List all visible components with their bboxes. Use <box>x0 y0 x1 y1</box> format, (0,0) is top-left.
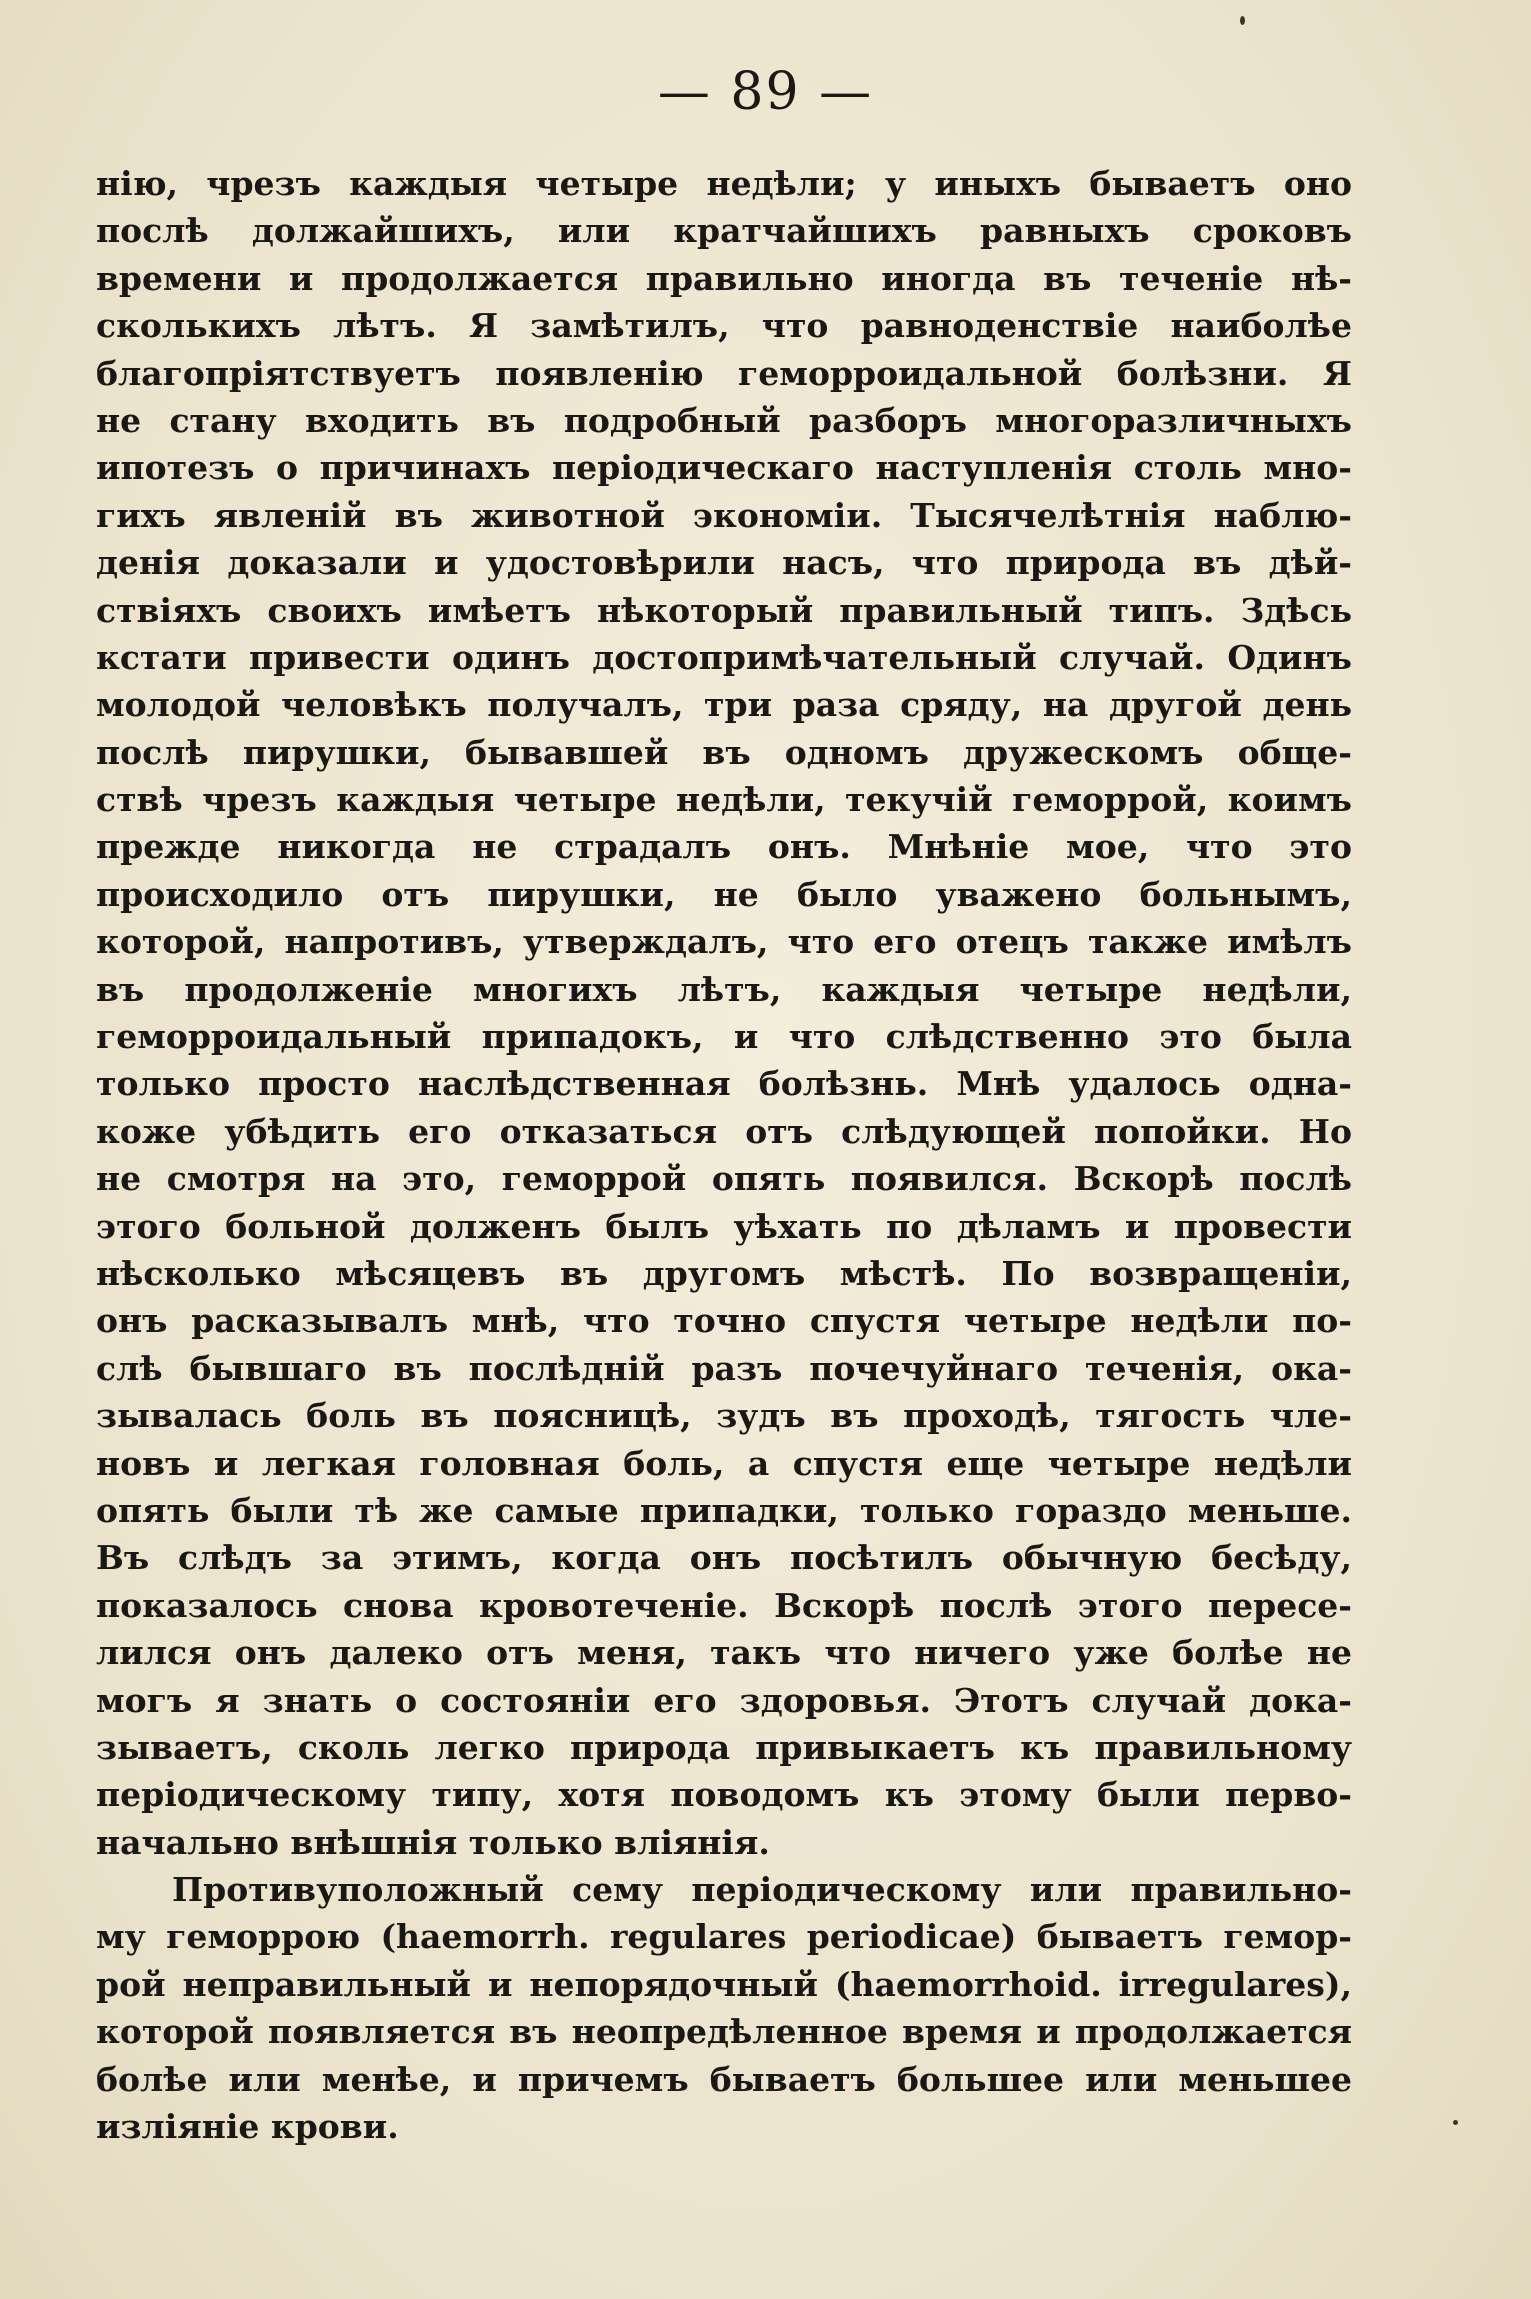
text-line: могъ я знать о состояніи его здоровья. Этотъ случай дока- <box>96 1680 1352 1720</box>
paper-speck <box>1453 2120 1458 2125</box>
text-line: зываетъ, сколь легко природа привыкаетъ къ правильному <box>96 1727 1352 1767</box>
text-line: нію, чрезъ каждыя четыре недѣли; у иныхъ бываетъ оно <box>96 164 1352 203</box>
text-line: денія доказали и удостовѣрили насъ, что природа въ дѣй- <box>96 543 1352 583</box>
text-line: этого больной долженъ былъ уѣхать по дѣламъ и провести <box>96 1206 1352 1246</box>
text-line: Противуположный сему періодическому или правильно- <box>172 1870 1352 1910</box>
text-line: Въ слѣдъ за этимъ, когда онъ посѣтилъ обычную бесѣду, <box>96 1538 1352 1578</box>
text-line: молодой человѣкъ получалъ, три раза сряду, на другой день <box>96 685 1352 725</box>
text-line: нѣсколько мѣсяцевъ въ другомъ мѣстѣ. По возвращеніи, <box>96 1253 1352 1293</box>
text-line: не стану входить въ подробный разборъ многоразличныхъ <box>96 400 1352 440</box>
text-line: которой появляется въ неопредѣленное время и продолжается <box>96 2012 1352 2052</box>
text-line: рой неправильный и непорядочный (haemorrhoid. irregulares), <box>96 1964 1352 2004</box>
text-line: коже убѣдить его отказаться отъ слѣдующей попойки. Но <box>96 1111 1352 1151</box>
paragraph <box>96 1866 1352 2150</box>
text-line: сколькихъ лѣтъ. Я замѣтилъ, что равноденствіе наиболѣе <box>96 306 1352 346</box>
text-line: ствѣ чрезъ каждыя четыре недѣли, текучій геморрой, коимъ <box>96 780 1352 820</box>
text-line: послѣ пирушки, бывавшей въ одномъ дружескомъ обще- <box>96 732 1352 772</box>
text-line: зывалась боль въ поясницѣ, зудъ въ проходѣ, тягость чле- <box>96 1396 1352 1436</box>
text-line: онъ расказывалъ мнѣ, что точно спустя четыре недѣли по- <box>96 1301 1352 1341</box>
text-line: начально внѣшнія только вліянія. <box>96 1822 770 1862</box>
text-line: геморроидальный припадокъ, и что слѣдственно это была <box>96 1017 1352 1057</box>
text-line: ипотезъ о причинахъ періодическаго наступленія столь мно- <box>96 448 1352 488</box>
paragraph <box>96 160 1352 1866</box>
text-line: происходило отъ пирушки, не было уважено больнымъ, <box>96 874 1352 914</box>
text-line: показалось снова кровотеченіе. Вскорѣ послѣ этого пересе- <box>96 1585 1352 1625</box>
text-line: послѣ должайшихъ, или кратчайшихъ равныхъ сроковъ <box>96 211 1352 251</box>
text-line: только просто наслѣдственная болѣзнь. Мнѣ удалось одна- <box>96 1064 1352 1104</box>
page-number: — 89 — <box>657 62 874 122</box>
paper-speck <box>1240 16 1245 25</box>
text-line: въ продолженіе многихъ лѣтъ, каждыя четыре недѣли, <box>96 969 1352 1009</box>
text-line: му геморрою (haemorrh. regulares periodicae) бываетъ гемор- <box>96 1917 1352 1957</box>
text-line: слѣ бывшаго въ послѣдній разъ почечуйнаго теченія, ока- <box>96 1348 1352 1388</box>
text-line: новъ и легкая головная боль, а спустя еще четыре недѣли <box>96 1443 1352 1483</box>
text-line: благопріятствуетъ появленію геморроидальной болѣзни. Я <box>96 353 1352 393</box>
text-line: изліяніе крови. <box>96 2107 399 2147</box>
text-line: гихъ явленій въ животной экономіи. Тысячелѣтнія наблю- <box>96 495 1352 535</box>
text-line: ствіяхъ своихъ имѣетъ нѣкоторый правильный типъ. Здѣсь <box>96 590 1352 630</box>
text-line: опять были тѣ же самые припадки, только гораздо меньше. <box>96 1490 1352 1530</box>
text-line: прежде никогда не страдалъ онъ. Мнѣніе мое, что это <box>96 827 1352 867</box>
text-line: лился онъ далеко отъ меня, такъ что ничего уже болѣе не <box>96 1633 1352 1673</box>
text-line: которой, напротивъ, утверждалъ, что его отецъ также имѣлъ <box>96 922 1352 962</box>
body-text <box>96 160 1352 2150</box>
text-line: времени и продолжается правильно иногда въ теченіе нѣ- <box>96 258 1352 298</box>
text-line: періодическому типу, хотя поводомъ къ этому были перво- <box>96 1775 1352 1815</box>
text-line: не смотря на это, геморрой опять появился. Вскорѣ послѣ <box>96 1159 1352 1199</box>
text-line: кстати привести одинъ достопримѣчательный случай. Одинъ <box>96 637 1352 677</box>
text-line: болѣе или менѣе, и причемъ бываетъ большее или меньшее <box>96 2059 1352 2099</box>
